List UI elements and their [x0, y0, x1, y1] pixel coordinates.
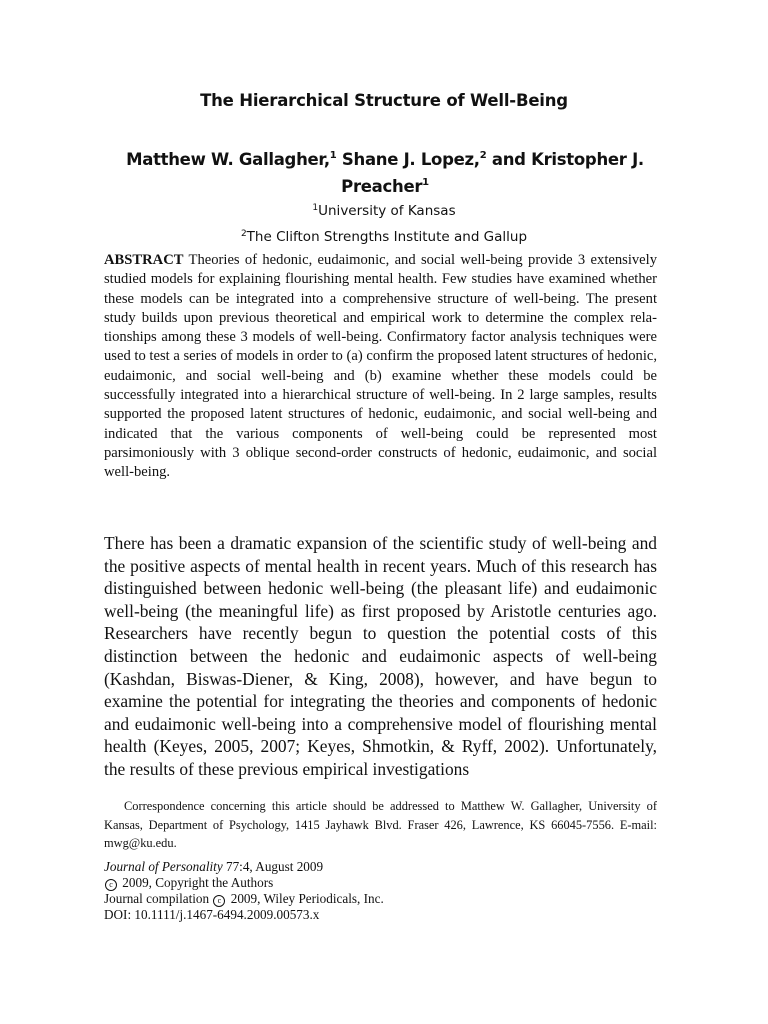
compilation-line — [104, 891, 657, 907]
correspondence-footnote: Correspondence concerning this article should be addressed to Matthew W. Gallagher, University of Kansas, Department of Psychology, 1415 Jayhawk Blvd. Fraser 426, Lawrence, KS 66045-7556. E-mail: mwg@ku.edu. — [104, 799, 657, 850]
copyright-icon: c — [213, 895, 225, 907]
author-list — [104, 146, 666, 200]
author-name: and Kristopher J. Preacher — [341, 150, 644, 196]
affiliation-2 — [0, 229, 768, 245]
affiliation-marker: 2 — [240, 229, 247, 239]
abstract — [104, 251, 657, 483]
compilation-suffix: 2009, Wiley Periodicals, Inc. — [227, 890, 384, 906]
journal-volume-date: 77:4, August 2009 — [222, 859, 324, 874]
affiliation-name: The Clifton Strengths Institute and Gallup — [246, 229, 528, 245]
doi-line: DOI: 10.1111/j.1467-6494.2009.00573.x — [104, 906, 320, 922]
compilation-prefix: Journal compilation — [104, 890, 213, 906]
affiliation-name: University of Kansas — [318, 203, 456, 219]
journal-name: Journal of Personality — [104, 859, 223, 874]
copyright-icon: c — [105, 879, 117, 891]
author-name: Shane J. Lopez, — [341, 150, 480, 169]
affiliation-marker: 1 — [329, 150, 337, 161]
affiliation-marker: 2 — [479, 150, 487, 161]
affiliation-1 — [0, 203, 768, 219]
affiliation-marker: 1 — [312, 203, 319, 213]
paper-title: The Hierarchical Structure of Well-Being — [200, 91, 568, 110]
body-paragraph: There has been a dramatic expansion of the scientific study of well-being and the positive aspects of mental health in recent years. Much of this research has distinguished between hedonic well-being (the pleasant life) and eudaimonic well-being (the meaningful life) as first proposed by Aristotle centuries ago. Researchers have recently begun to question the potential costs of this distinction between the hedonic and eudaimonic aspects of well-being (Kashdan, Biswas-Diener, & King, 2008), however, and have begun to examine the potential for integrating the theories and components of hedonic and eudaimonic well-being into a comprehensive model of flourishing mental health (Keyes, 2005, 2007; Keyes, Shmotkin, & Ryff, 2002). Unfortunately, the results of these previous empirical investigations — [104, 533, 657, 779]
copyright-line — [104, 875, 657, 891]
abstract-text: Theories of hedonic, eudaimonic, and social well-being provide 3 extensively studied models for explaining flourishing mental health. Few studies have examined whether these models can be integrated into a comprehensive structure of well-being. The present study builds upon previous theoretical and empirical work to determine the complex relationships among these 3 models of well-being. Confirmatory factor analysis techniques were used to test a series of models in order to (a) confirm the proposed latent structures of hedonic, eudaimonic, and social well-being and (b) examine whether these models could be successfully integrated into a hierarchical structure of well-being. In 2 large samples, results supported the proposed latent structures of hedonic, eudaimonic, and social well-being and indicated that the various components of well-being could be represented most parsimoniously with 3 oblique second-order constructs of hedonic, eudaimonic, and social well-being. — [104, 252, 658, 481]
author-name: Matthew W. Gallagher, — [126, 150, 330, 169]
copyright-text: 2009, Copyright the Authors — [119, 874, 274, 890]
journal-info — [104, 859, 657, 922]
affiliation-marker: 1 — [422, 177, 429, 188]
journal-citation — [104, 859, 657, 875]
abstract-label: ABSTRACT — [104, 252, 184, 268]
